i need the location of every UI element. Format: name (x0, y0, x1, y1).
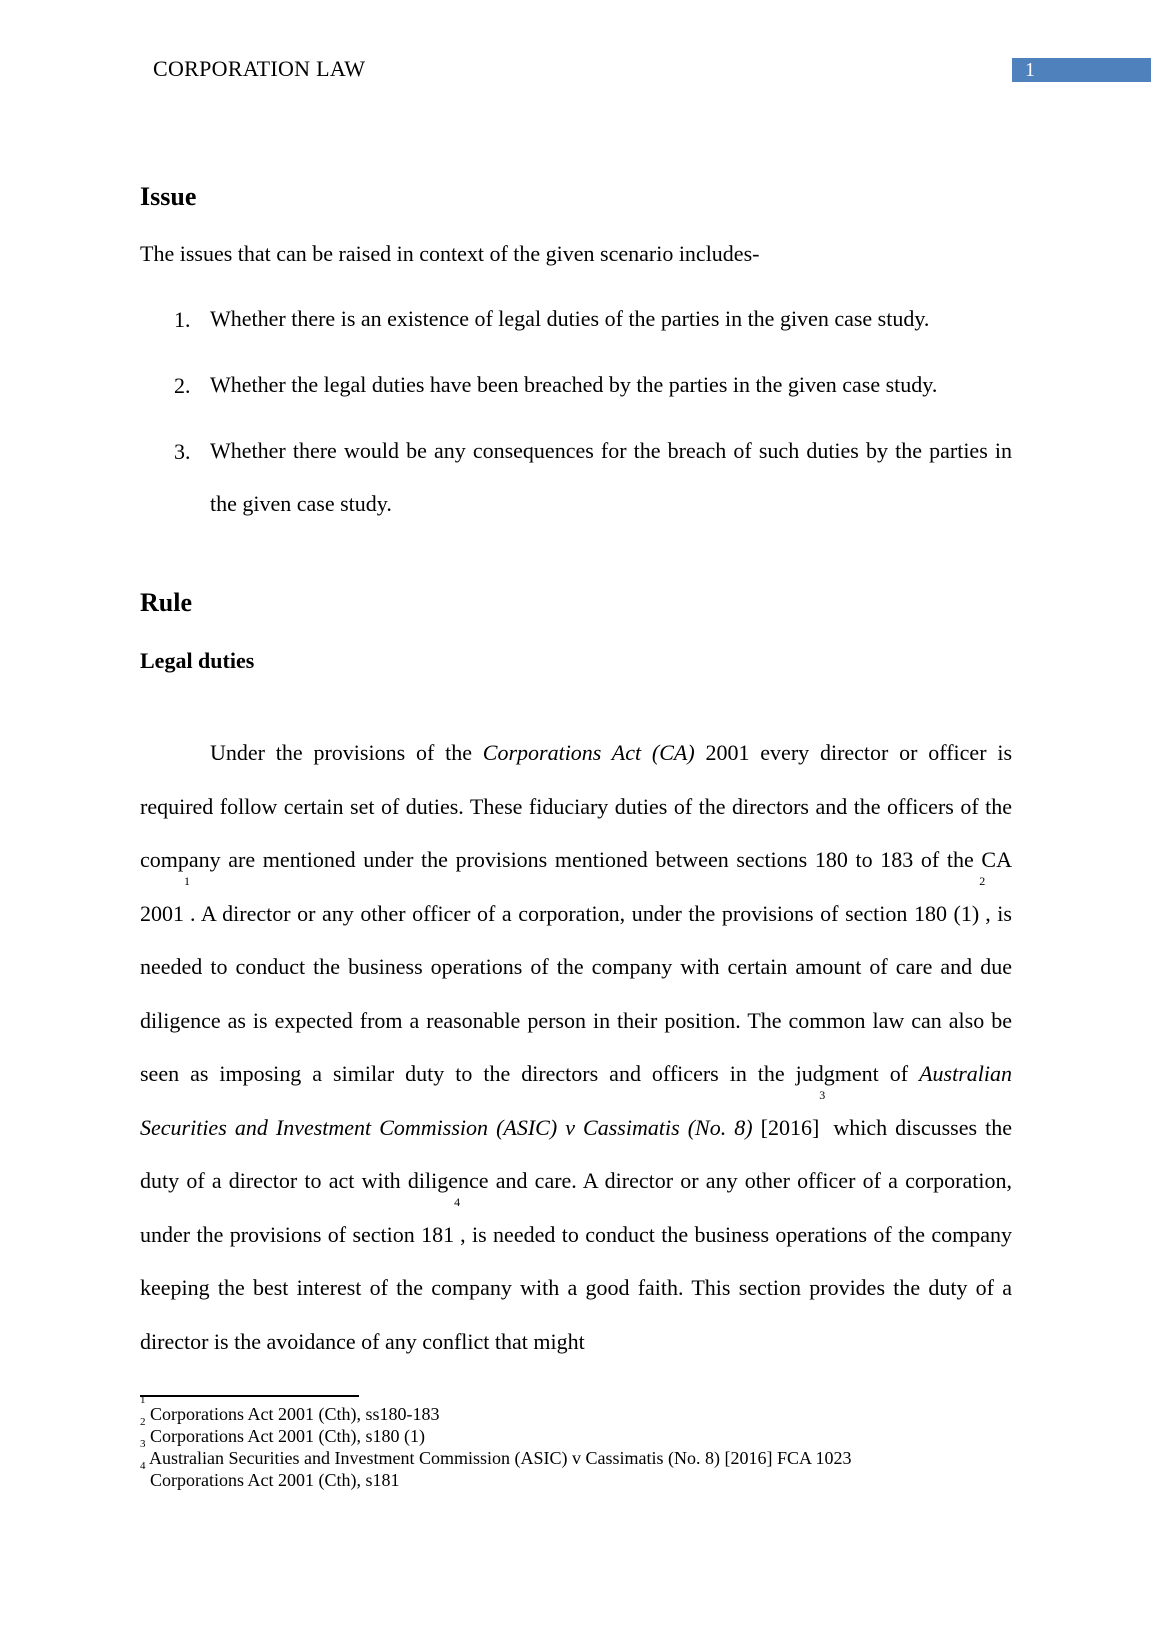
footnote-text: Australian Securities and Investment Commission (ASIC) v Cassimatis (No. 8) [2016] FCA 1023 (149, 1448, 852, 1468)
footnotes (140, 1394, 1040, 1491)
footnote-mark: 4 (140, 1460, 146, 1472)
list-item-number: 1. (174, 307, 191, 332)
paragraph-text: Under the provisions of the (210, 740, 483, 765)
paragraph-text: , is needed to conduct the business operations of the company with certain amount of care and due diligence as is expected from a reasonable person in their position. The common law can also be seen as imposing a similar duty to the directors and officers in the judgment of (140, 900, 1012, 1086)
paragraph-text: 2001 every director or officer is required follow certain set of duties. These fiduciary duties of the directors and the officers of the company are mentioned under the provisions mentioned between sections 180 to 183 of the CA 2001 (140, 740, 1013, 926)
footnote-mark: 1 (140, 1394, 146, 1406)
footnote-separator (140, 1395, 359, 1397)
footnote-text: Corporations Act 2001 (Cth), ss180-183 (150, 1404, 440, 1424)
paragraph-text: [2016] (752, 1114, 820, 1140)
legal-duties-subheading: Legal duties (140, 648, 255, 673)
footnote-text: Corporations Act 2001 (Cth), s180 (1) (150, 1426, 425, 1446)
footnote-ref-1[interactable]: 1 (184, 873, 190, 888)
footnote (140, 1416, 1040, 1447)
rule-heading: Rule (140, 588, 192, 617)
footnote-ref-3[interactable]: 3 (819, 1087, 826, 1102)
list-item-text: Whether the legal duties have been breached by the parties in the given case study. (210, 372, 938, 397)
issue-intro: The issues that can be raised in context of the given scenario includes- (140, 241, 760, 266)
act-name-italic: Corporations Act (CA) (482, 740, 695, 765)
footnote-mark: 3 (140, 1438, 146, 1450)
paragraph-text: , is needed to conduct the business operations of the company keeping the best interest of the company with a good faith. This section provides the duty of a director is the avoidance of any conflict that might (140, 1221, 1012, 1354)
footnote (140, 1438, 1040, 1469)
list-item-number: 3. (174, 439, 191, 464)
list-item-number: 2. (174, 373, 191, 398)
footnote-ref-2[interactable]: 2 (979, 873, 986, 888)
case-name-italic: Australian Securities and Investment Commission (ASIC) v Cassimatis (No. 8) (140, 1061, 1012, 1140)
rule-paragraph (140, 726, 1012, 1368)
paragraph-text: . A director or any other officer of a corporation, under the provisions of section 180 (1) (190, 900, 980, 926)
footnote (140, 1394, 1040, 1425)
footnote-ref-4[interactable]: 4 (454, 1194, 461, 1209)
footnote-text: Corporations Act 2001 (Cth), s181 (150, 1470, 400, 1490)
header-title: CORPORATION LAW (153, 56, 366, 81)
footnote-mark: 2 (140, 1416, 146, 1428)
footnote (140, 1460, 1040, 1491)
page-number-badge: 1 (1012, 58, 1151, 82)
issue-heading: Issue (140, 182, 197, 211)
list-item-text: Whether there would be any consequences for the breach of such duties by the parties in the given case study. (210, 438, 1012, 516)
paragraph-text: which discusses the duty of a director to act with diligence and care. A director or any other officer of a corporation, under the provisions of section 181 (140, 1114, 1013, 1247)
list-item-text: Whether there is an existence of legal duties of the parties in the given case study. (210, 306, 930, 331)
